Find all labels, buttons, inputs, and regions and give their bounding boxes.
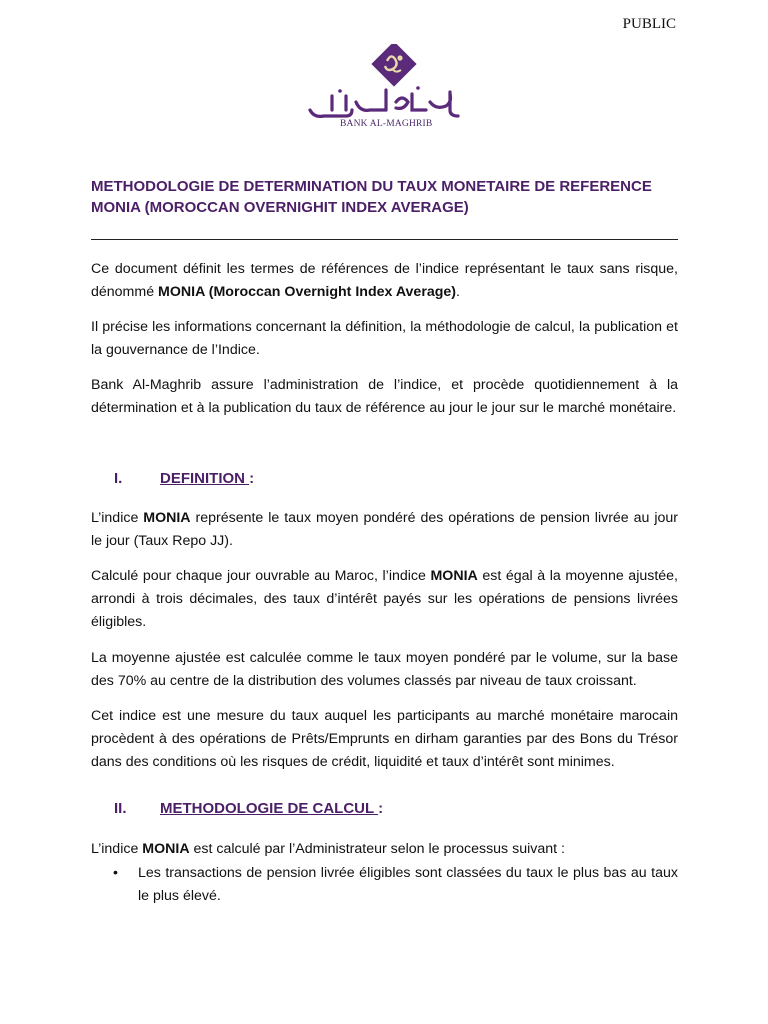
intro-paragraph-2: Il précise les informations concernant la définition, la méthodologie de calcul, la publication et la gouvernance de l’Indice. — [91, 319, 678, 358]
definition-paragraph-3: La moyenne ajustée est calculée comme le taux moyen pondéré par le volume, sur la base des 70% au centre de la distribution des volumes classés par niveau de taux croissant. — [91, 650, 678, 689]
intro-paragraph-3: Bank Al-Maghrib assure l’administration de l’indice, et procède quotidiennement à la détermination et à la publication du taux de référence au jour le jour sur le marché monétaire. — [91, 377, 678, 416]
list-item — [91, 862, 678, 908]
section-colon: : — [378, 800, 384, 817]
section-colon: : — [249, 470, 255, 487]
logo-emblem-icon — [300, 44, 470, 124]
section-title: METHODOLOGIE DE CALCUL — [160, 800, 379, 817]
methodologie-paragraph-1: L’indice MONIA est calculé par l’Administrateur selon le processus suivant : — [91, 841, 565, 857]
section-heading-definition — [114, 470, 254, 487]
bullet-icon: • — [113, 865, 118, 881]
title-divider — [91, 239, 678, 240]
section-heading-methodologie — [114, 800, 383, 817]
document-title — [91, 176, 691, 218]
section-number: II. — [114, 800, 127, 817]
title-line-2: MONIA (MOROCCAN OVERNIGHIT INDEX AVERAGE) — [91, 199, 469, 216]
title-line-1: METHODOLOGIE DE DETERMINATION DU TAUX MONETAIRE DE REFERENCE — [91, 178, 652, 195]
definition-paragraph-1: L’indice MONIA représente le taux moyen pondéré des opérations de pension livrée au jour le jour (Taux Repo JJ). — [91, 510, 678, 549]
classification-label: PUBLIC — [622, 16, 676, 32]
definition-paragraph-4: Cet indice est une mesure du taux auquel les participants au marché monétaire marocain procèdent à des opérations de Prêts/Emprunts en dirham garanties par des Bons du Trésor dans des conditions où les risques de crédit, liquidité et taux d’intérêt sont minimes. — [91, 708, 678, 770]
methodologie-bullet-list — [91, 862, 678, 908]
section-number: I. — [114, 470, 123, 487]
intro-paragraph-1: Ce document définit les termes de références de l’indice représentant le taux sans risque, dénommé MONIA (Moroccan Overnight Index Average). — [91, 261, 678, 300]
definition-paragraph-2: Calculé pour chaque jour ouvrable au Maroc, l’indice MONIA est égal à la moyenne ajustée, arrondi à trois décimales, des taux d’intérêt payés sur les opérations de pensions livrées éligibles. — [91, 568, 678, 630]
logo-latin-name: BANK AL-MAGHRIB — [340, 119, 433, 129]
section-title: DEFINITION — [160, 470, 250, 487]
list-item-text: Les transactions de pension livrée éligibles sont classées du taux le plus bas au taux le plus élevé. — [138, 865, 678, 904]
